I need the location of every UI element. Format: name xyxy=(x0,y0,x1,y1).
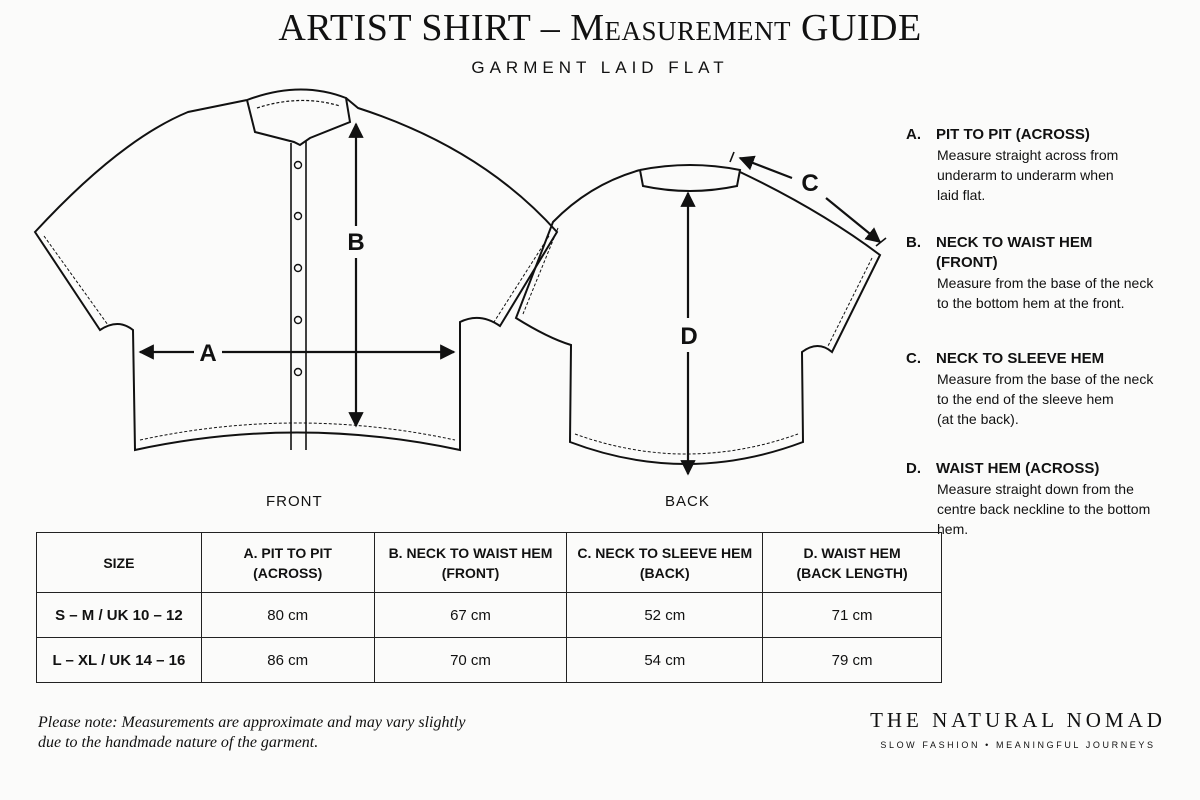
title-dash: – xyxy=(540,7,561,49)
legend-desc-line: laid flat. xyxy=(937,187,986,203)
legend-desc-line: hem. xyxy=(937,521,969,537)
back-shirt-drawing xyxy=(516,165,880,464)
note-line: Please note: Measurements are approximate and may vary slightly xyxy=(38,714,466,731)
legend-item-a xyxy=(906,125,1196,205)
legend-letter: D. xyxy=(906,460,921,477)
table-cell: L – XL / UK 14 – 16 xyxy=(37,638,202,683)
brand-tagline: SLOW FASHION • MEANINGFUL JOURNEYS xyxy=(880,740,1156,750)
header-line: SIZE xyxy=(103,554,135,571)
header-line: A. PIT TO PIT xyxy=(243,544,332,561)
table-cell: S – M / UK 10 – 12 xyxy=(37,593,202,638)
back-measure-c xyxy=(730,152,886,246)
garment-diagram xyxy=(0,80,900,520)
table-cell: 71 cm xyxy=(763,593,942,638)
front-view-label: FRONT xyxy=(266,493,323,510)
back-body-outline xyxy=(516,170,880,464)
header-line: C. NECK TO SLEEVE HEM xyxy=(577,544,753,561)
title-tail: Measurement GUIDE xyxy=(570,7,922,49)
table-cell: 70 cm xyxy=(374,638,567,683)
table-header-row xyxy=(37,533,942,593)
legend-heading: NECK TO WAIST HEM xyxy=(936,234,1093,251)
table-cell: 52 cm xyxy=(567,593,763,638)
legend-heading: PIT TO PIT (ACROSS) xyxy=(936,126,1090,143)
back-view-label: BACK xyxy=(665,493,710,510)
legend-description xyxy=(906,479,1196,539)
legend-heading: NECK TO SLEEVE HEM xyxy=(936,350,1105,367)
legend-desc-line: (at the back). xyxy=(937,411,1019,427)
header-line: D. WAIST HEM xyxy=(803,544,901,561)
table-cell: 80 cm xyxy=(201,593,374,638)
front-shirt-drawing xyxy=(35,89,557,450)
marker-a: A xyxy=(199,340,217,367)
brand-name: THE NATURAL NOMAD xyxy=(870,708,1166,732)
front-collar xyxy=(247,89,350,145)
header-line: (BACK LENGTH) xyxy=(796,564,908,581)
legend-desc-line: to the bottom hem at the front. xyxy=(937,295,1125,311)
marker-c: C xyxy=(801,170,819,197)
table-cell: 86 cm xyxy=(201,638,374,683)
front-sleeve-left-seam xyxy=(44,236,108,325)
page-subtitle: GARMENT LAID FLAT xyxy=(471,58,729,77)
legend-desc-line: to the end of the sleeve hem xyxy=(937,391,1114,407)
back-sleeve-right-seam xyxy=(828,258,872,346)
button-3 xyxy=(295,265,302,272)
header-line: (ACROSS) xyxy=(253,564,323,581)
legend-item-c xyxy=(906,349,1196,429)
legend-item-b xyxy=(906,233,1196,313)
back-hem-stitch xyxy=(575,434,798,454)
table-cell: 79 cm xyxy=(763,638,942,683)
front-placket xyxy=(291,141,306,450)
note-line: due to the handmade nature of the garment. xyxy=(38,734,319,751)
table-cell: 54 cm xyxy=(567,638,763,683)
header-size xyxy=(37,533,202,593)
legend-letter: B. xyxy=(906,234,921,251)
legend-letter: C. xyxy=(906,350,921,367)
legend-heading-cont: (FRONT) xyxy=(936,254,998,271)
button-2 xyxy=(295,213,302,220)
legend-description xyxy=(906,273,1196,313)
table-cell: 67 cm xyxy=(374,593,567,638)
header-neck-to-sleeve xyxy=(567,533,763,593)
marker-b: B xyxy=(347,229,365,256)
legend-letter: A. xyxy=(906,126,921,143)
legend-item-d xyxy=(906,459,1196,539)
header-waist-hem xyxy=(763,533,942,593)
legend-desc-line: Measure straight across from xyxy=(937,147,1119,163)
button-5 xyxy=(295,369,302,376)
front-body-outline xyxy=(35,98,557,450)
legend-desc-line: underarm to underarm when xyxy=(937,167,1114,183)
header-line: (FRONT) xyxy=(441,564,500,581)
legend-description xyxy=(906,369,1196,429)
front-collar-inner xyxy=(257,100,340,108)
marker-d: D xyxy=(680,323,698,350)
legend-desc-line: Measure from the base of the neck xyxy=(937,275,1154,291)
header-pit-to-pit xyxy=(201,533,374,593)
title-main: ARTIST SHIRT xyxy=(278,7,531,49)
table-row xyxy=(37,638,942,683)
header-neck-to-waist xyxy=(374,533,567,593)
disclaimer-note xyxy=(38,713,558,753)
back-collar xyxy=(640,165,740,191)
legend-desc-line: Measure from the base of the neck xyxy=(937,371,1154,387)
front-sleeve-right-seam xyxy=(494,236,549,322)
legend-desc-line: centre back neckline to the bottom xyxy=(937,501,1151,517)
legend-desc-line: Measure straight down from the xyxy=(937,481,1134,497)
table-row xyxy=(37,593,942,638)
page-title xyxy=(0,6,1200,50)
button-1 xyxy=(295,162,302,169)
size-table xyxy=(36,532,942,683)
header-line: (BACK) xyxy=(639,564,690,581)
button-4 xyxy=(295,317,302,324)
legend-heading: WAIST HEM (ACROSS) xyxy=(936,460,1100,477)
legend-description xyxy=(906,145,1196,205)
header-line: B. NECK TO WAIST HEM xyxy=(388,544,553,561)
